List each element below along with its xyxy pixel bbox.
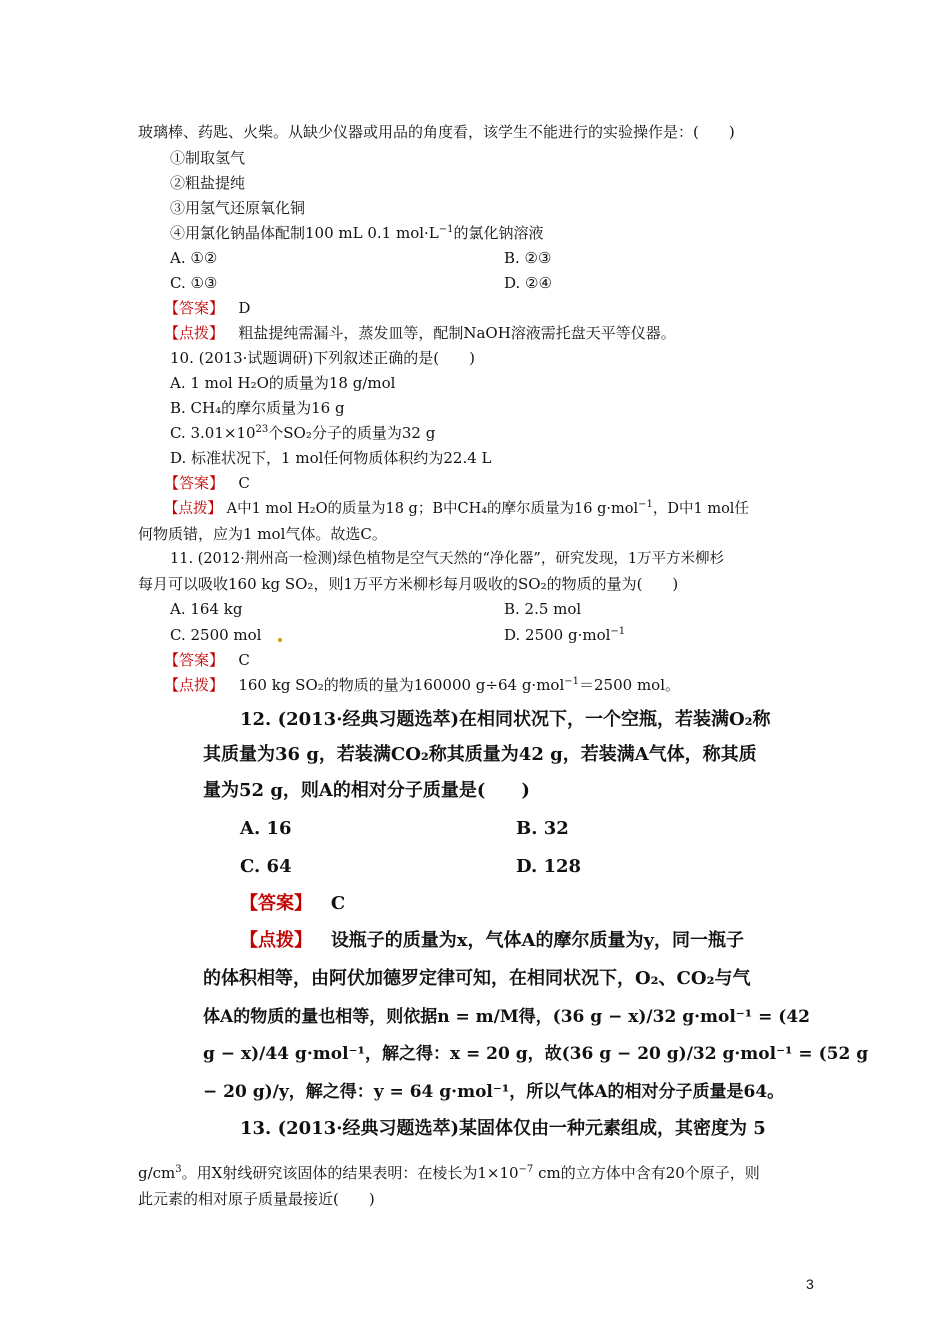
q12-option-b: B. 32 [516, 818, 569, 839]
q13-stem-line1: 13. (2013·经典习题选萃)某固体仅由一种元素组成，其密度为 5 [240, 1118, 766, 1139]
q9-answer: 【答案】 D [164, 299, 251, 317]
q11-stem-line2: 每月可以吸收160 kg SO₂，则1万平方米柳杉每月吸收的SO₂的物质的量为( ) [138, 575, 679, 593]
q10-stem: 10. (2013·试题调研)下列叙述正确的是( ) [170, 349, 475, 367]
stray-dot [278, 638, 282, 642]
q11-option-a: A. 164 kg [170, 600, 243, 618]
q10-option-a: A. 1 mol H₂O的质量为18 g/mol [170, 374, 396, 392]
page-number: 3 [806, 1276, 814, 1292]
q10-answer: 【答案】 C [164, 474, 250, 492]
q9-option-a: A. ①② [170, 249, 218, 267]
q12-stem-line1: 12. (2013·经典习题选萃)在相同状况下，一个空瓶，若装满O₂称 [240, 709, 771, 730]
q9-option-c: C. ①③ [170, 274, 218, 292]
q12-hint-line4: g − x)/44 g·mol⁻¹，解之得：x = 20 g，故(36 g − 20 g)/32 g·mol⁻¹ = (52 g [203, 1044, 869, 1064]
q11-answer: 【答案】 C [164, 651, 250, 669]
q12-stem-line3: 量为52 g，则A的相对分子质量是( ) [203, 780, 530, 801]
q12-option-a: A. 16 [240, 818, 292, 839]
q9-option-d: D. ②④ [504, 274, 552, 292]
q11-option-d: D. 2500 g·mol$^{-1}$ [504, 626, 626, 644]
q11-stem-line1: 11. (2012·荆州高一检测)绿色植物是空气天然的“净化器”，研究发现，1万平方米柳杉 [170, 551, 725, 567]
q10-option-c: C. $3.01\times 10^{23}$个SO₂分子的质量为32 g [170, 424, 436, 442]
q13-stem-line3: 此元素的相对原子质量最接近( ) [138, 1190, 375, 1208]
q9-option-b: B. ②③ [504, 249, 552, 267]
q12-option-c: C. 64 [240, 856, 292, 877]
q9-hint: 【点拨】 粗盐提纯需漏斗，蒸发皿等，配制NaOH溶液需托盘天平等仪器。 [164, 324, 676, 342]
q9-item-4: ④用氯化钠晶体配制100 mL 0.1 $mol\cdot L^{-1}$的氯化钠溶液 [170, 224, 544, 242]
q9-item-1: ①制取氢气 [170, 149, 246, 167]
q9-item-2: ②粗盐提纯 [170, 174, 246, 192]
q12-option-d: D. 128 [516, 856, 582, 877]
q12-hint-line3: 体A的物质的量也相等，则依据n = m/M得，(36 g − x)/32 g·mol⁻¹ = (42 [203, 1007, 810, 1027]
q12-answer: 【答案】 C [240, 893, 346, 914]
q12-hint-line2: 的体积相等，由阿伏加德罗定律可知，在相同状况下，O₂、CO₂与气 [203, 968, 751, 989]
q10-hint-line2: 何物质错，应为1 mol气体。故选C。 [138, 525, 387, 543]
q11-option-b: B. 2.5 mol [504, 600, 582, 618]
q9-item-3: ③用氢气还原氧化铜 [170, 199, 306, 217]
q10-option-b: B. CH₄的摩尔质量为16 g [170, 399, 345, 417]
q12-stem-line2: 其质量为36 g，若装满CO₂称其质量为42 g，若装满A气体，称其质 [203, 744, 757, 765]
q10-hint-line1: 【点拨】 A中1 mol H₂O的质量为18 g；B中CH₄的摩尔质量为16 g·mol$^{-1}$，D中1 mol任 [164, 499, 749, 517]
q11-hint: 【点拨】 160 kg SO₂的物质的量为160000 g÷64 g·mol$^{-1}$＝2500 mol。 [164, 676, 680, 694]
q13-stem-line2: $g/cm^3$。用X射线研究该固体的结果表明：在棱长为$1\times 10^{-7}$ cm的立方体中含有20个原子，则 [138, 1164, 760, 1182]
q11-option-c: C. 2500 mol [170, 626, 262, 644]
q10-option-d: D. 标准状况下，1 mol任何物质体积约为22.4 L [170, 449, 492, 467]
q12-hint-line1: 【点拨】 设瓶子的质量为x，气体A的摩尔质量为y，同一瓶子 [240, 930, 744, 951]
q12-hint-line5: − 20 g)/y，解之得：y = 64 g·mol⁻¹，所以气体A的相对分子质量是64。 [203, 1082, 785, 1102]
q9-stem: 玻璃棒、药匙、火柴。从缺少仪器或用品的角度看，该学生不能进行的实验操作是：( ) [138, 123, 735, 141]
